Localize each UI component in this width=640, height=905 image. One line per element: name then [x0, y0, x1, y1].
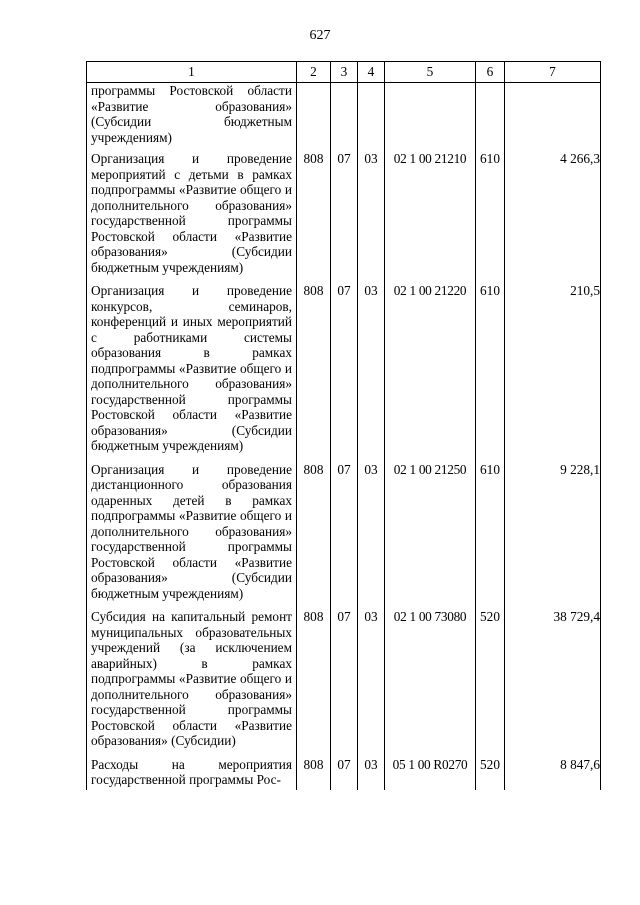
column-header: 2: [297, 62, 331, 83]
table-row-continued: [87, 83, 601, 146]
section-code: 07: [331, 145, 358, 277]
section-code: 07: [331, 603, 358, 751]
column-header: 4: [358, 62, 385, 83]
section-code: 07: [331, 277, 358, 456]
target-item-code: 02 1 00 21210: [385, 145, 476, 277]
row-description: Субсидия на капитальный ремонт муниципальных образовательных учреждений (за исключением аварийных) в рамках подпрограммы «Развитие общего и дополнительного образования» государственной программы Ростовской области «Развитие образования» (Субсидии): [87, 603, 297, 751]
ministry-code: 808: [297, 751, 331, 790]
table-row: [87, 456, 601, 604]
target-item-code: 02 1 00 21250: [385, 456, 476, 604]
section-code: 07: [331, 751, 358, 790]
column-header: 3: [331, 62, 358, 83]
ministry-code: 808: [297, 456, 331, 604]
expense-type-code: 610: [476, 145, 505, 277]
column-header: 1: [87, 62, 297, 83]
amount: 9 228,1: [505, 456, 601, 604]
expense-type-code: 520: [476, 603, 505, 751]
table-row: [87, 145, 601, 277]
page-number: 627: [309, 28, 331, 43]
expense-type-code: 610: [476, 277, 505, 456]
row-description: Организация и проведение мероприятий с детьми в рамках подпрограммы «Развитие общего и дополнительного образования» государственной программы Ростовской области «Развитие образования» (Субсидии бюджетным учреждениям): [87, 145, 297, 277]
table-row: [87, 603, 601, 751]
target-item-code: 05 1 00 R0270: [385, 751, 476, 790]
subsection-code: 03: [358, 603, 385, 751]
column-header: 5: [385, 62, 476, 83]
ministry-code: 808: [297, 603, 331, 751]
row-description: Организация и проведение конкурсов, семинаров, конференций и иных мероприятий с работниками системы образования в рамках подпрограммы «Развитие общего и дополнительного образования» государственной программы Ростовской области «Развитие образования» (Субсидии бюджетным учреждениям): [87, 277, 297, 456]
subsection-code: 03: [358, 456, 385, 604]
column-header: 6: [476, 62, 505, 83]
row-description: программы Ростовской области «Развитие образования» (Субсидии бюджетным учреждениям): [87, 83, 297, 146]
ministry-code: 808: [297, 145, 331, 277]
expense-type-code: 610: [476, 456, 505, 604]
amount: 8 847,6: [505, 751, 601, 790]
column-header: 7: [505, 62, 601, 83]
amount: 210,5: [505, 277, 601, 456]
table-row: [87, 277, 601, 456]
target-item-code: 02 1 00 21220: [385, 277, 476, 456]
amount: 38 729,4: [505, 603, 601, 751]
target-item-code: 02 1 00 73080: [385, 603, 476, 751]
subsection-code: 03: [358, 145, 385, 277]
table-header-row: [87, 62, 601, 83]
expense-type-code: 520: [476, 751, 505, 790]
row-description: Расходы на мероприятия государственной программы Рос-: [87, 751, 297, 790]
subsection-code: 03: [358, 277, 385, 456]
budget-table: [86, 61, 601, 790]
section-code: 07: [331, 456, 358, 604]
subsection-code: 03: [358, 751, 385, 790]
row-description: Организация и проведение дистанционного образования одаренных детей в рамках подпрограммы «Развитие общего и дополнительного образования» государственной программы Ростовской области «Развитие образования» (Субсидии бюджетным учреждениям): [87, 456, 297, 604]
amount: 4 266,3: [505, 145, 601, 277]
ministry-code: 808: [297, 277, 331, 456]
table-row: [87, 751, 601, 790]
